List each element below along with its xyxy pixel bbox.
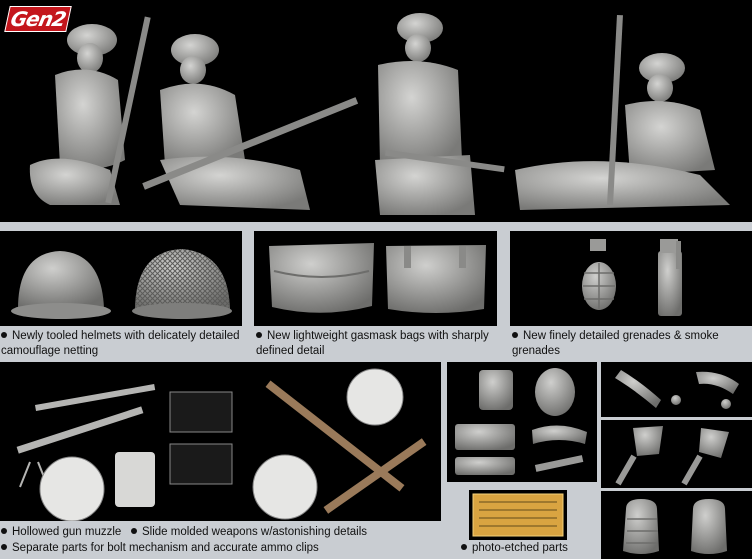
bayonet-icon (535, 455, 583, 472)
helmets-image (0, 231, 242, 326)
bolt-detail-box-top (170, 392, 232, 432)
bullet-icon (256, 332, 262, 338)
arm-icon (696, 372, 739, 394)
plain-helmet-icon (11, 251, 111, 319)
arms-hands-image (601, 362, 752, 417)
pouch-icon (479, 370, 513, 410)
gen2-logo: Gen2 (7, 6, 69, 32)
weapons-panel (0, 362, 441, 521)
arms-panel (601, 362, 752, 417)
hero-figures-panel (0, 0, 752, 222)
seated-soldier-with-bar-figure (142, 34, 358, 210)
gasmask-bag-back-icon (386, 245, 486, 313)
entrenching-tools-image (601, 420, 752, 488)
grenades-caption: New finely detailed grenades & smoke grenades (512, 330, 719, 357)
magazine-detail-icon (115, 452, 155, 507)
gasmask-caption: New lightweight gasmask bags with sharply defined detail (256, 330, 489, 357)
soldier-figures-image (0, 0, 752, 222)
shovel-icon (681, 428, 729, 485)
shovels-panel (601, 420, 752, 488)
bandolier-icon (532, 425, 587, 444)
gasmask-panel (254, 231, 497, 326)
photoetched-panel (469, 490, 567, 540)
bullet-icon (131, 528, 137, 534)
reclining-soldier-figure (515, 15, 730, 210)
bolt-caption: Separate parts for bolt mechanism and accurate ammo clips (1, 541, 319, 556)
grenades-panel (510, 231, 752, 326)
hand-icon (671, 395, 681, 405)
canteen-covered-icon (623, 499, 659, 554)
grenades-image (510, 231, 752, 326)
helmets-panel (0, 231, 242, 326)
head-icon (535, 368, 575, 416)
heads-gear-panel (447, 362, 597, 482)
muzzle-detail-icon (347, 369, 403, 425)
canteen-icon (691, 499, 727, 554)
bullet-icon (1, 528, 7, 534)
smoke-grenade-icon (658, 239, 682, 316)
bullet-icon (1, 544, 7, 550)
slide-caption: Slide molded weapons w/astonishing details (131, 525, 367, 540)
helmets-caption: Newly tooled helmets with delicately detailed camouflage netting (1, 330, 240, 357)
canteens-image (601, 491, 752, 559)
hand-icon (721, 399, 731, 409)
kneeling-soldier-figure (30, 16, 151, 205)
muzzle-caption: Hollowed gun muzzle (1, 525, 121, 540)
belt-pouches-icon (455, 457, 515, 475)
frag-grenade-icon (582, 239, 616, 310)
heads-and-pouches-image (447, 362, 597, 482)
weapons-image (0, 362, 441, 521)
bullet-icon (1, 332, 7, 338)
gasmask-bags-image (254, 231, 497, 326)
bullet-icon (512, 332, 518, 338)
bolt-detail-box-bottom (170, 444, 232, 484)
shovel-icon (615, 426, 663, 485)
ammo-belt-icon (455, 424, 515, 450)
canteens-panel (601, 491, 752, 559)
kneeling-soldier-with-rifle-figure (375, 13, 505, 215)
arm-icon (615, 370, 661, 408)
bipod-detail-icon (40, 457, 104, 521)
netted-helmet-icon (132, 249, 232, 319)
photoetched-caption: photo-etched parts (461, 541, 568, 556)
ammo-clip-detail-icon (253, 455, 317, 519)
gasmask-bag-front-icon (269, 243, 374, 313)
photoetched-sheet-image (469, 490, 567, 540)
bullet-icon (461, 544, 467, 550)
